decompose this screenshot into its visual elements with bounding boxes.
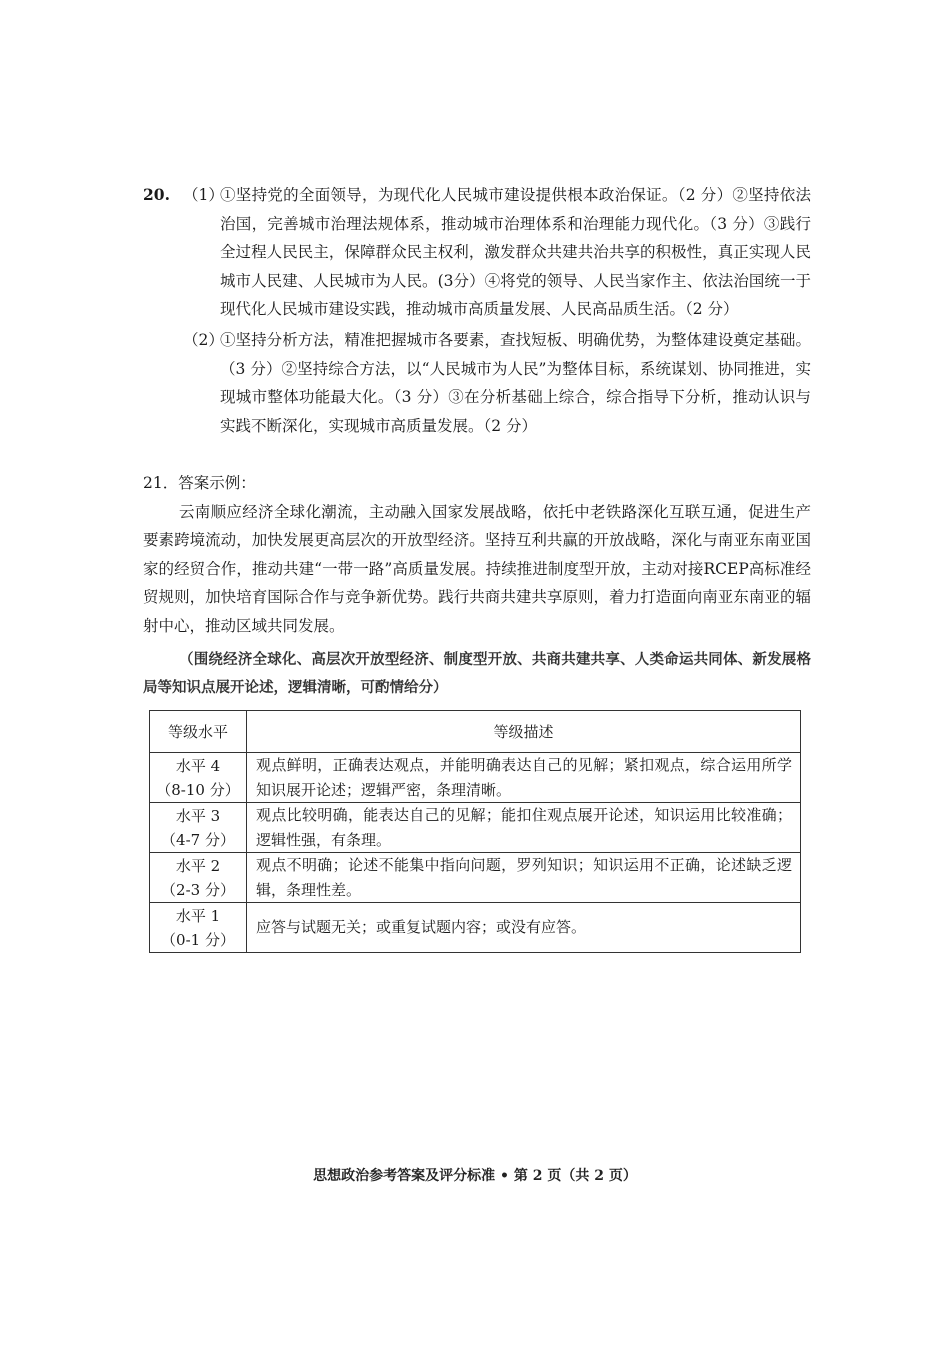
level-cell [150,903,247,953]
question-20-number: 20. [143,185,170,204]
question-21-answer [143,469,811,702]
level-cell [150,803,247,853]
part-2-label: （2） [183,330,224,349]
table-header-row [150,711,801,753]
table-row [150,853,801,903]
level-description: 观点比较明确，能表达自己的见解；能扣住观点展开论述，知识运用比较准确；逻辑性强，有条理。 [247,803,801,853]
level-name: 水平 2 [175,856,221,875]
level-name: 水平 1 [175,906,221,925]
level-description: 观点鲜明，正确表达观点，并能明确表达自己的见解；紧扣观点，综合运用所学知识展开论述；逻辑严密，条理清晰。 [247,753,801,803]
level-cell [150,853,247,903]
level-score-range: （8-10 分） [156,780,240,799]
level-description: 观点不明确；论述不能集中指向问题，罗列知识；知识运用不正确，论述缺乏逻辑，条理性差。 [247,853,801,903]
level-score-range: （0-1 分） [161,930,235,949]
level-score-range: （4-7 分） [161,830,235,849]
grading-levels-table [149,710,801,953]
level-cell [150,753,247,803]
header-description: 等级描述 [247,711,801,753]
table-row [150,803,801,853]
question-20-part-1 [183,181,811,324]
question-21-scoring-note: （围绕经济全球化、高层次开放型经济、制度型开放、共商共建共享、人类命运共同体、新发展格局等知识点展开论述，逻辑清晰，可酌情给分） [143,650,811,696]
part-1-text: ①坚持党的全面领导，为现代化人民城市建设提供根本政治保证。（2 分）②坚持依法治国，完善城市治理法规体系，推动城市治理体系和治理能力现代化。（3 分）③践行全过程人民民主，保障群众民主权利，激发群众共建共治共享的积极性，真正实现人民城市人民建、人民城市为人民。(3分）④将党的领导、人民当家作主、依法治国统一于现代化人民城市建设实践，推动城市高质量发展、人民高品质生活。（2 分） [220,186,811,319]
part-2-text: ①坚持分析方法，精准把握城市各要素，查找短板、明确优势，为整体建设奠定基础。（3 分）②坚持综合方法，以“人民城市为人民”为整体目标，系统谋划、协同推进，实现城市整体功能最大化。（3 分）③在分析基础上综合，综合指导下分析，推动认识与实践不断深化，实现城市高质量发展。（2 分） [220,330,811,435]
part-1-label: （1） [183,186,224,204]
header-level: 等级水平 [150,711,247,753]
table-row [150,753,801,803]
question-20-part-2 [183,326,811,440]
question-20-answer [143,181,811,440]
page-footer: 思想政治参考答案及评分标准 • 第 2 页（共 2 页） [313,1168,637,1184]
level-name: 水平 3 [175,806,221,825]
question-21-example-paragraph: 云南顺应经济全球化潮流，主动融入国家发展战略，依托中老铁路深化互联互通，促进生产要素跨境流动，加快发展更高层次的开放型经济。坚持互利共赢的开放战略，深化与南亚东南亚国家的经贸合作，推动共建“一带一路”高质量发展。持续推进制度型开放，主动对接RCEP高标准经贸规则，加快培育国际合作与竞争新优势。践行共商共建共享原则，着力打造面向南亚东南亚的辐射中心，推动区域共同发展。 [143,502,811,635]
question-21-heading: 21．答案示例： [143,474,256,492]
table-row [150,903,801,953]
level-name: 水平 4 [175,756,221,775]
level-score-range: （2-3 分） [161,880,235,899]
level-description: 应答与试题无关；或重复试题内容；或没有应答。 [247,903,801,953]
